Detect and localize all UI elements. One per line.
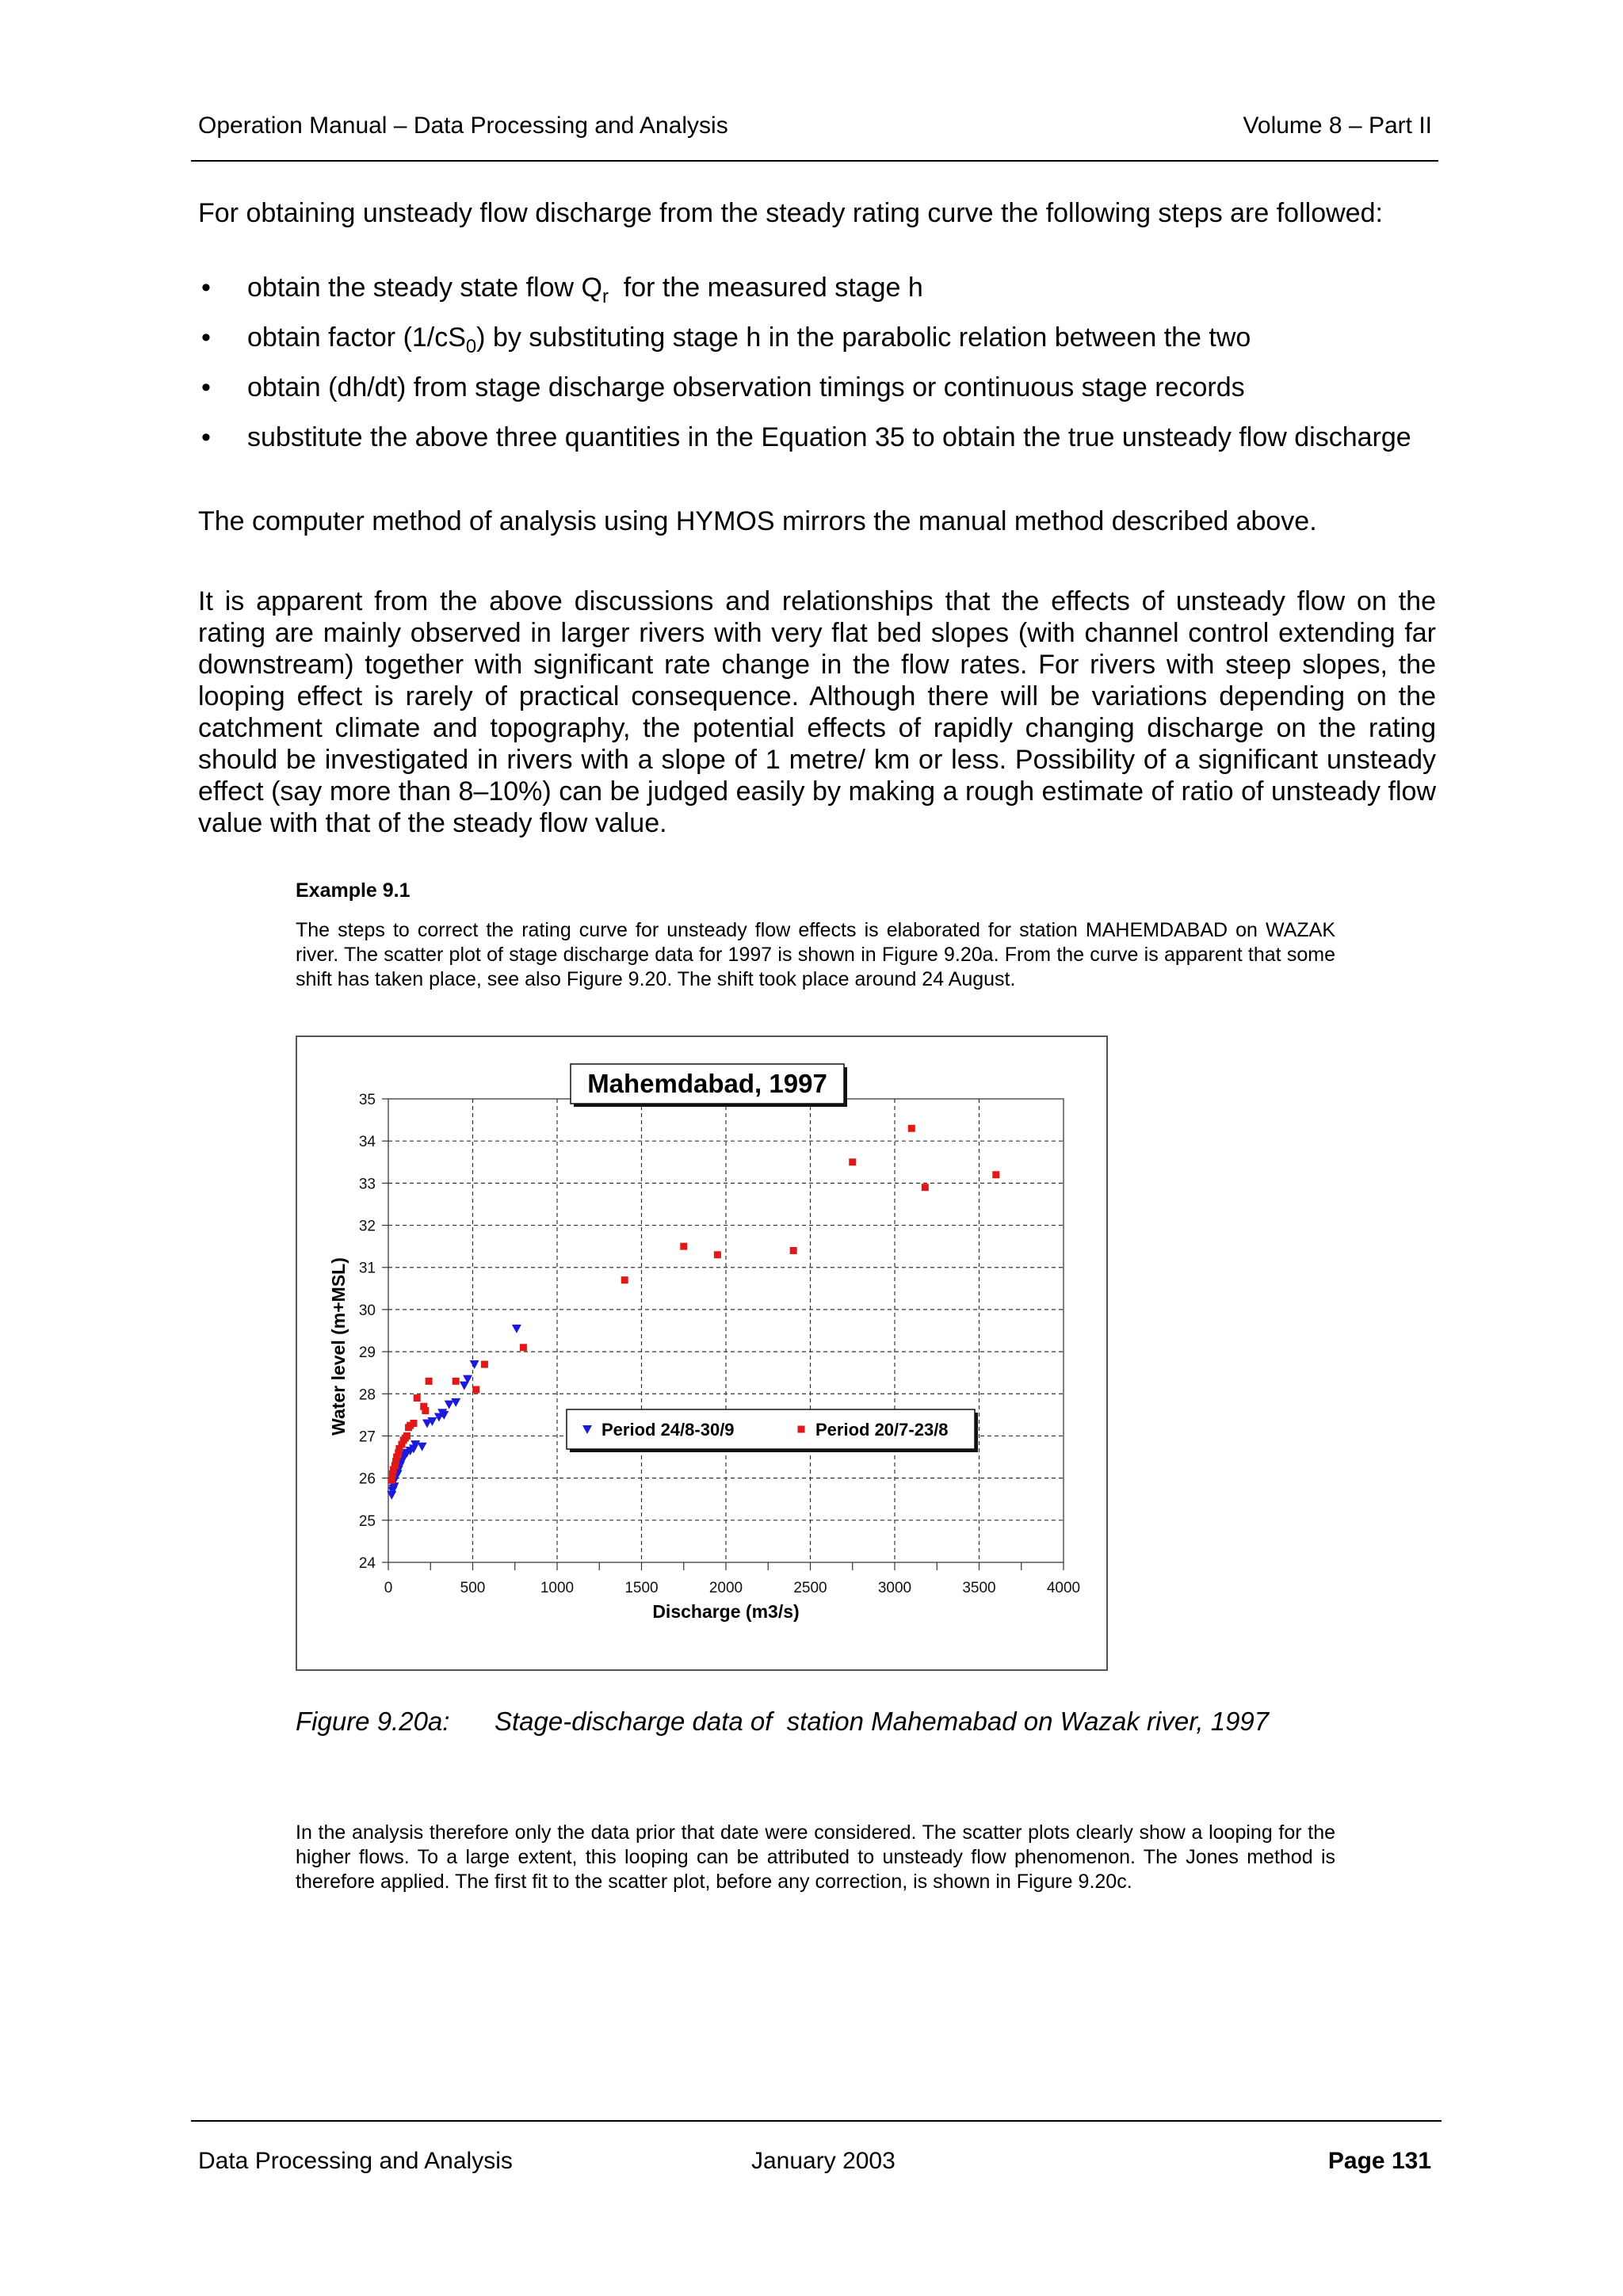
data-point: [453, 1378, 460, 1385]
list-item: • obtain the steady state flow $Q_r$ for the measured stage h: [201, 273, 923, 307]
legend-label: Period 20/7-23/8: [815, 1420, 949, 1440]
data-point: [481, 1361, 488, 1368]
header-left: Operation Manual – Data Processing and Analysis: [198, 113, 728, 139]
figure-caption: Stage-discharge data of station Mahemabad on Wazak river, 1997: [495, 1707, 1270, 1736]
list-item: • substitute the above three quantities in the Equation 35 to obtain the true unsteady flow discharge: [201, 422, 1411, 452]
chart-title: Mahemdabad, 1997: [587, 1069, 827, 1098]
header-right: Volume 8 – Part II: [1243, 113, 1432, 139]
x-tick-label: 3500: [962, 1580, 996, 1596]
data-point: [472, 1386, 479, 1393]
bullet-icon: •: [201, 322, 211, 353]
y-tick-label: 31: [358, 1260, 376, 1277]
data-point: [992, 1171, 999, 1178]
unsteady-effects-paragraph: It is apparent from the above discussions and relationships that the effects of unsteady flow on the rating are mainly observed in larger rivers with very flat bed slopes (with channel control extending far downstream) together with significant rate change in the flow rates. For rivers with steep slopes, the looping effect is rarely of practical consequence. Although there will be variations depending on the catchment climate and topography, the potential effects of rapidly changing discharge on the rating should be investigated in rivers with a slope of 1 metre/ km or less. Possibility of a significant unsteady effect (say more than 8–10%) can be judged easily by making a rough estimate of ratio of unsteady flow value with that of the steady flow value.: [198, 586, 1436, 838]
y-tick-label: 29: [358, 1344, 376, 1362]
analysis-paragraph: In the analysis therefore only the data prior that date were considered. The scatter plots clearly show a looping for the higher flows. To a large extent, this looping can be attributed to unsteady flow phenomenon. The Jones method is therefore applied. The first fit to the scatter plot, before any correction, is shown in Figure 9.20c.: [296, 1821, 1335, 1893]
data-point: [410, 1420, 417, 1427]
data-point: [922, 1184, 929, 1191]
data-point: [403, 1432, 411, 1440]
list-item: • obtain (dh/dt) from stage discharge observation timings or continuous stage records: [201, 372, 1245, 402]
x-tick-label: 4000: [1046, 1580, 1081, 1596]
x-tick-label: 0: [384, 1580, 393, 1596]
figure-label: Figure 9.20a:: [296, 1707, 450, 1736]
x-tick-label: 1000: [540, 1580, 575, 1596]
example-text: The steps to correct the rating curve for unsteady flow effects is elaborated for station MAHEMDABAD on WAZAK river. The scatter plot of stage discharge data for 1997 is shown in Figure 9.20a. From the curve is apparent that some shift has taken place, see also Figure 9.20. The shift took place around 24 August.: [296, 919, 1335, 990]
footer-page-number: Page 131: [1327, 2148, 1431, 2174]
header-rule: [191, 160, 1438, 162]
x-tick-label: 3000: [877, 1580, 912, 1596]
y-tick-label: 28: [358, 1386, 376, 1404]
bullet-icon: •: [201, 372, 211, 402]
figure-frame: [296, 1035, 1108, 1671]
data-point: [414, 1394, 421, 1402]
data-point: [388, 1477, 395, 1484]
y-tick-label: 24: [358, 1555, 376, 1572]
x-tick-label: 1500: [624, 1580, 659, 1596]
example-title: Example 9.1: [296, 879, 411, 902]
data-point: [908, 1125, 915, 1132]
data-point: [422, 1407, 429, 1414]
x-tick-label: 500: [460, 1580, 486, 1596]
data-point: [714, 1251, 721, 1258]
data-point: [621, 1276, 628, 1283]
footer-rule: [191, 2120, 1442, 2122]
data-point: [426, 1378, 433, 1385]
y-tick-label: 34: [358, 1134, 376, 1151]
x-axis-title: Discharge (m3/s): [652, 1601, 800, 1622]
legend-marker-icon: [798, 1426, 805, 1433]
bullet-icon: •: [201, 273, 211, 303]
x-tick-label: 2000: [708, 1580, 743, 1596]
y-tick-label: 25: [358, 1512, 376, 1530]
data-point: [520, 1344, 527, 1351]
scatter-chart: [297, 1037, 1106, 1669]
y-tick-label: 30: [358, 1302, 376, 1319]
data-point: [849, 1158, 856, 1165]
y-tick-label: 35: [358, 1092, 376, 1108]
y-tick-label: 26: [358, 1470, 376, 1488]
y-tick-label: 32: [358, 1218, 376, 1235]
list-item: • obtain factor $(1/cS_0)$ by substituting stage h in the parabolic relation between the two: [201, 322, 1251, 357]
legend-label: Period 24/8-30/9: [601, 1420, 735, 1440]
x-tick-label: 2500: [793, 1580, 827, 1596]
y-tick-label: 33: [358, 1176, 376, 1193]
y-tick-label: 27: [358, 1428, 376, 1446]
footer-center: January 2003: [751, 2148, 896, 2174]
footer-left: Data Processing and Analysis: [198, 2148, 513, 2174]
intro-paragraph: For obtaining unsteady flow discharge from the steady rating curve the following steps are followed:: [198, 198, 1383, 228]
data-point: [790, 1247, 797, 1254]
steps-list: [198, 272, 1466, 471]
bullet-icon: •: [201, 422, 211, 452]
y-axis-title: Water level (m+MSL): [328, 1257, 349, 1436]
computer-method-paragraph: The computer method of analysis using HYMOS mirrors the manual method described above.: [198, 506, 1317, 536]
data-point: [680, 1243, 687, 1250]
